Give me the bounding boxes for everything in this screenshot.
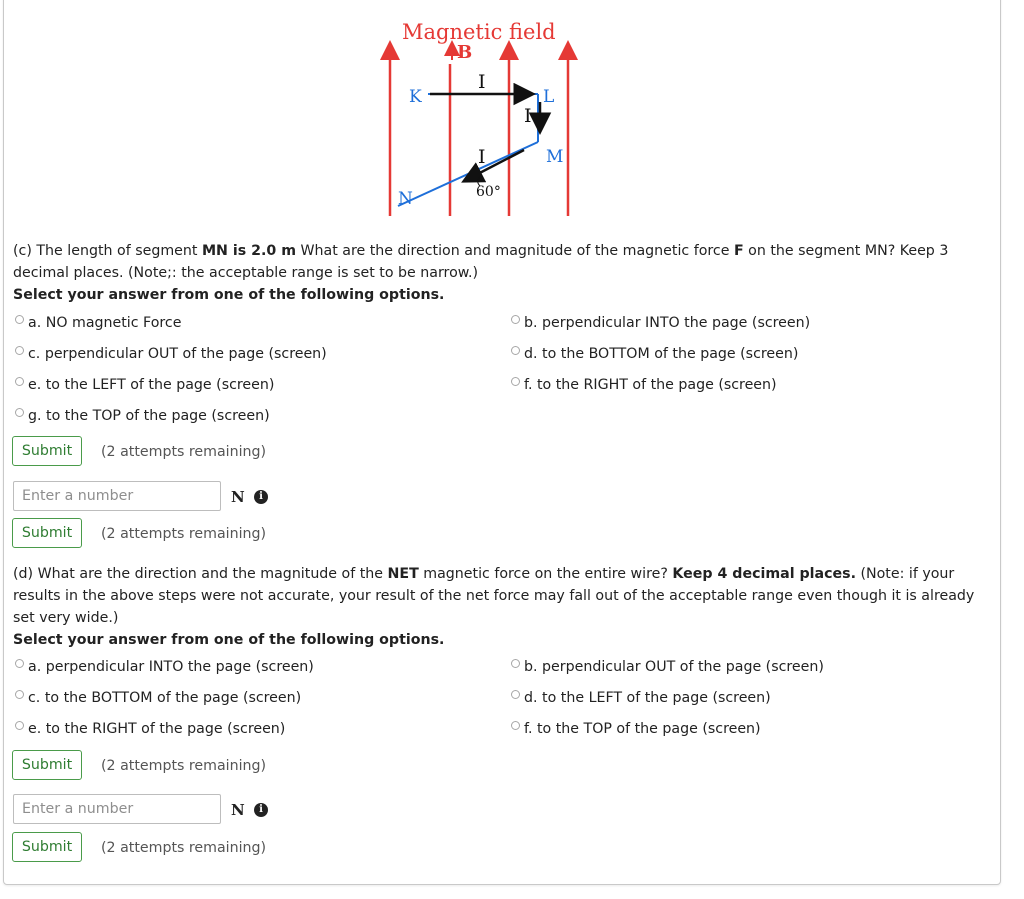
info-icon[interactable]: i: [254, 490, 268, 504]
radio-icon[interactable]: [15, 659, 24, 668]
field-symbol: B: [457, 42, 473, 63]
part-d-magnitude-submit-button[interactable]: Submit: [12, 832, 82, 862]
magnetic-field-diagram: [380, 18, 592, 220]
label-K: K: [409, 87, 422, 107]
label-N: N: [398, 189, 413, 209]
current-label-KL: I: [478, 71, 486, 93]
part-d-unit-label: N: [231, 801, 245, 819]
part-c-option-c[interactable]: c. perpendicular OUT of the page (screen): [15, 345, 327, 363]
radio-icon[interactable]: [511, 346, 520, 355]
diagram-svg: [380, 18, 592, 220]
radio-icon[interactable]: [511, 659, 520, 668]
part-d-option-a[interactable]: a. perpendicular INTO the page (screen): [15, 658, 314, 676]
part-c-magnitude-submit-button[interactable]: Submit: [12, 518, 82, 548]
wire-segment-MN: [398, 142, 538, 206]
part-c-direction-attempts: (2 attempts remaining): [101, 444, 267, 460]
part-d-question-line1: (d) What are the direction and the magnitude of the NET magnetic force on the entire wire? Keep 4 decimal places. (Note: if your: [13, 566, 955, 582]
part-c-option-g[interactable]: g. to the TOP of the page (screen): [15, 407, 270, 425]
label-M: M: [546, 147, 564, 167]
radio-icon[interactable]: [15, 377, 24, 386]
current-label-MN: I: [478, 146, 486, 168]
part-c-direction-submit-button[interactable]: Submit: [12, 436, 82, 466]
radio-icon[interactable]: [15, 346, 24, 355]
label-L: L: [543, 87, 555, 107]
part-c-unit-label: N: [231, 488, 245, 506]
angle-label: 60°: [476, 184, 501, 200]
part-c-question-line1: (c) The length of segment MN is 2.0 m What are the direction and magnitude of the magnetic force F on the segment MN? Keep 3: [13, 243, 949, 259]
radio-icon[interactable]: [511, 377, 520, 386]
part-d-option-b[interactable]: b. perpendicular OUT of the page (screen): [511, 658, 824, 676]
part-d-select-prompt: Select your answer from one of the following options.: [13, 632, 445, 648]
part-d-direction-attempts: (2 attempts remaining): [101, 758, 267, 774]
radio-icon[interactable]: [511, 315, 520, 324]
part-d-option-c[interactable]: c. to the BOTTOM of the page (screen): [15, 689, 301, 707]
part-c-magnitude-attempts: (2 attempts remaining): [101, 526, 267, 542]
part-d-option-e[interactable]: e. to the RIGHT of the page (screen): [15, 720, 285, 738]
part-d-question-line3: set very wide.): [13, 610, 119, 626]
radio-icon[interactable]: [511, 690, 520, 699]
info-icon[interactable]: i: [254, 803, 268, 817]
part-c-option-f[interactable]: f. to the RIGHT of the page (screen): [511, 376, 777, 394]
part-c-option-b[interactable]: b. perpendicular INTO the page (screen): [511, 314, 810, 332]
radio-icon[interactable]: [15, 690, 24, 699]
part-c-option-a[interactable]: a. NO magnetic Force: [15, 314, 181, 332]
part-c-magnitude-input[interactable]: [13, 481, 221, 511]
part-d-magnitude-input[interactable]: [13, 794, 221, 824]
part-c-option-e[interactable]: e. to the LEFT of the page (screen): [15, 376, 274, 394]
part-d-magnitude-attempts: (2 attempts remaining): [101, 840, 267, 856]
radio-icon[interactable]: [15, 721, 24, 730]
field-title: Magnetic field: [402, 20, 556, 44]
part-d-option-d[interactable]: d. to the LEFT of the page (screen): [511, 689, 771, 707]
radio-icon[interactable]: [511, 721, 520, 730]
part-c-question-line2: decimal places. (Note;: the acceptable range is set to be narrow.): [13, 265, 479, 281]
current-label-LM: I: [524, 105, 532, 127]
part-d-option-f[interactable]: f. to the TOP of the page (screen): [511, 720, 761, 738]
part-d-direction-submit-button[interactable]: Submit: [12, 750, 82, 780]
part-c-select-prompt: Select your answer from one of the following options.: [13, 287, 445, 303]
part-d-question-line2: results in the above steps were not accurate, your result of the net force may fall out of the acceptable range even though it is already: [13, 588, 975, 604]
radio-icon[interactable]: [15, 315, 24, 324]
part-c-option-d[interactable]: d. to the BOTTOM of the page (screen): [511, 345, 798, 363]
radio-icon[interactable]: [15, 408, 24, 417]
